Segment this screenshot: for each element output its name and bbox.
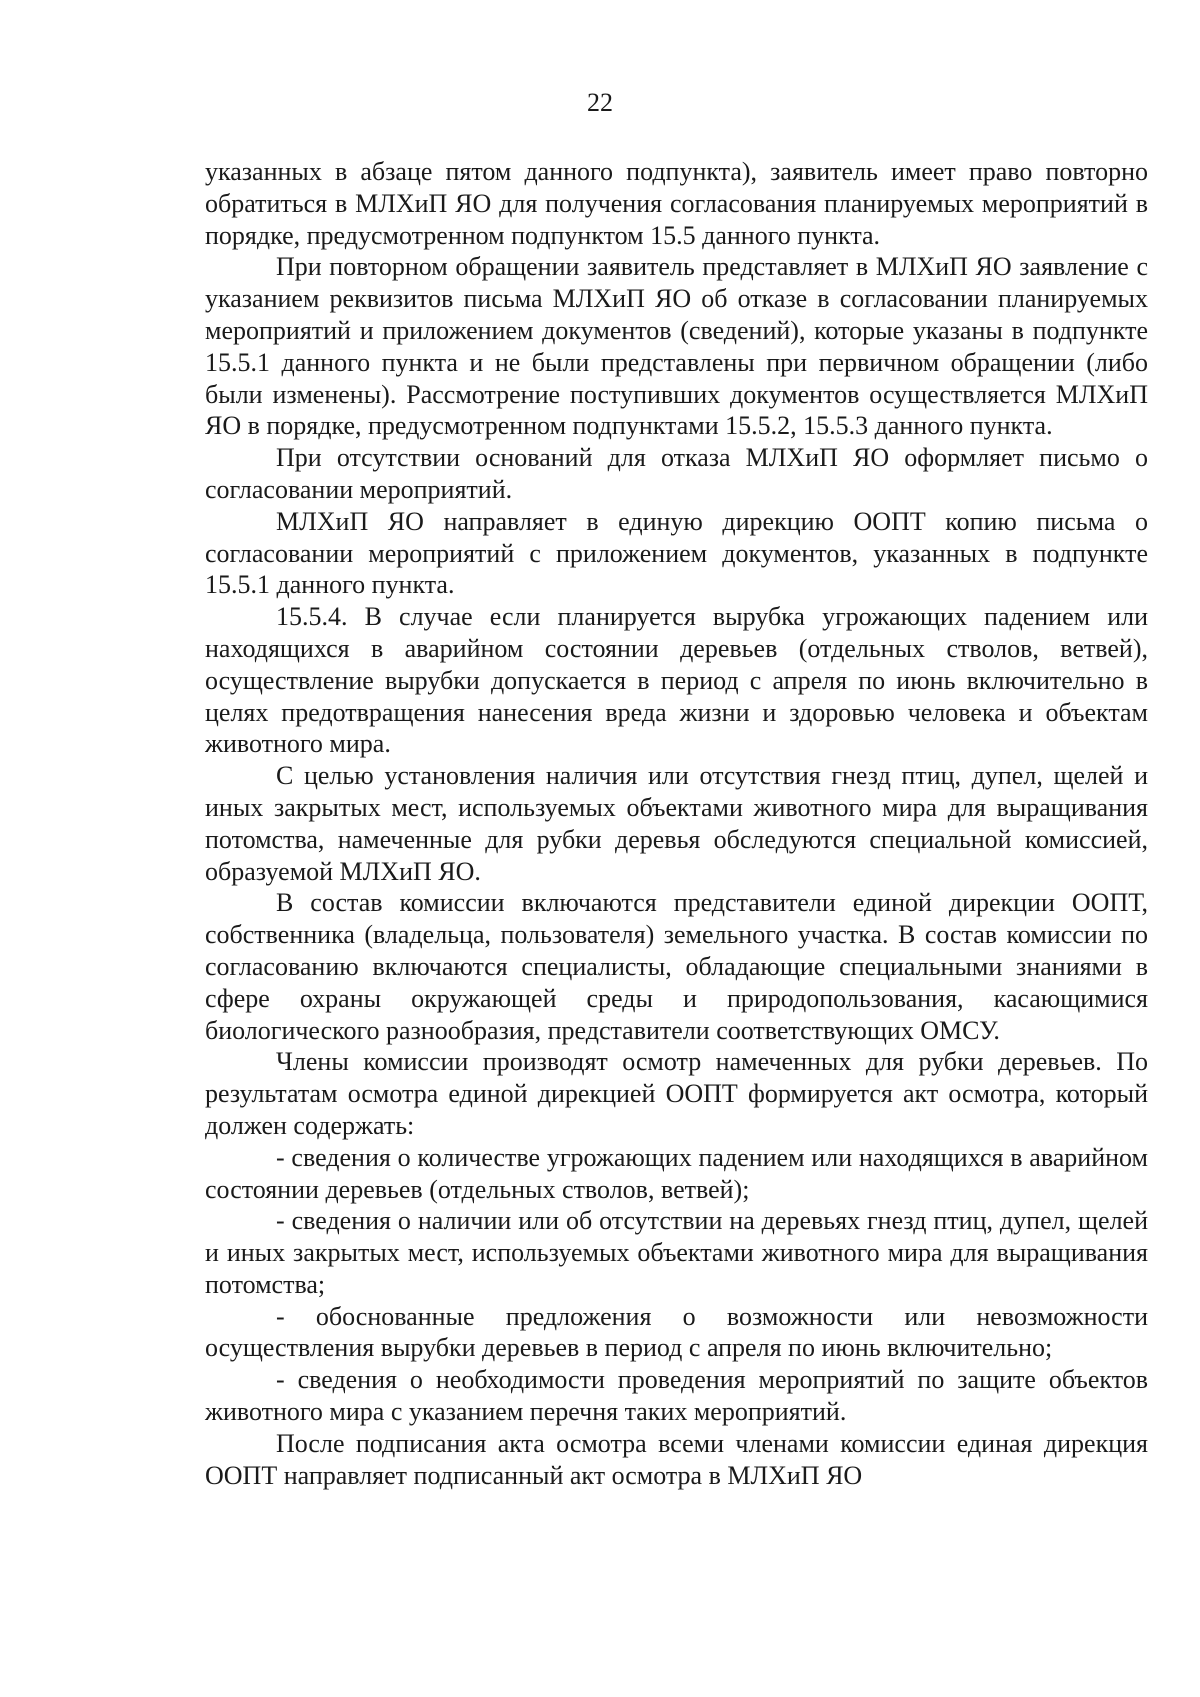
list-item: - сведения о количестве угрожающих падением или находящихся в аварийном состоянии деревьев (отдельных стволов, ветвей);	[205, 1142, 1148, 1204]
paragraph: 15.5.4. В случае если планируется вырубка угрожающих падением или находящихся в аварийном состоянии деревьев (отдельных стволов, ветвей), осуществление вырубки допускается в период с апреля по июнь включительно в целях предотвращения нанесения вреда жизни и здоровью человека и объектам животного мира.	[205, 602, 1148, 759]
list-item: - сведения о наличии или об отсутствии на деревьях гнезд птиц, дупел, щелей и иных закрытых мест, используемых объектами животного мира для выращивания потомства;	[205, 1206, 1148, 1299]
list-item: - сведения о необходимости проведения мероприятий по защите объектов животного мира с указанием перечня таких мероприятий.	[205, 1365, 1148, 1427]
paragraph: При повторном обращении заявитель представляет в МЛХиП ЯО заявление с указанием реквизитов письма МЛХиП ЯО об отказе в согласовании планируемых мероприятий и приложением документов (сведений), которые указаны в подпункте 15.5.1 данного пункта и не были представлены при первичном обращении (либо были изменены). Рассмотрение поступивших документов осуществляется МЛХиП ЯО в порядке, предусмотренном подпунктами 15.5.2, 15.5.3 данного пункта.	[205, 252, 1148, 441]
paragraph: указанных в абзаце пятом данного подпункта), заявитель имеет право повторно обратиться в МЛХиП ЯО для получения согласования планируемых мероприятий в порядке, предусмотренном подпунктом 15.5 данного пункта.	[205, 157, 1148, 250]
document-body	[205, 156, 1148, 1491]
paragraph: Члены комиссии производят осмотр намеченных для рубки деревьев. По результатам осмотра единой дирекцией ООПТ формируется акт осмотра, который должен содержать:	[205, 1047, 1148, 1140]
paragraph: После подписания акта осмотра всеми членами комиссии единая дирекция ООПТ направляет подписанный акт осмотра в МЛХиП ЯО	[205, 1428, 1148, 1490]
paragraph: При отсутствии оснований для отказа МЛХиП ЯО оформляет письмо о согласовании мероприятий.	[205, 443, 1148, 504]
paragraph: С целью установления наличия или отсутствия гнезд птиц, дупел, щелей и иных закрытых мест, используемых объектами животного мира для выращивания потомства, намеченные для рубки деревья обследуются специальной комиссией, образуемой МЛХиП ЯО.	[205, 761, 1148, 886]
paragraph: В состав комиссии включаются представители единой дирекции ООПТ, собственника (владельца, пользователя) земельного участка. В состав комиссии по согласованию включаются специалисты, обладающие специальными знаниями в сфере охраны окружающей среды и природопользования, касающимися биологического разнообразия, представители соответствующих ОМСУ.	[205, 888, 1148, 1045]
page-number: 22	[587, 88, 613, 117]
list-item: - обоснованные предложения о возможности или невозможности осуществления вырубки деревьев в период с апреля по июнь включительно;	[205, 1301, 1148, 1363]
paragraph: МЛХиП ЯО направляет в единую дирекцию ООПТ копию письма о согласовании мероприятий с приложением документов, указанных в подпункте 15.5.1 данного пункта.	[205, 506, 1148, 600]
